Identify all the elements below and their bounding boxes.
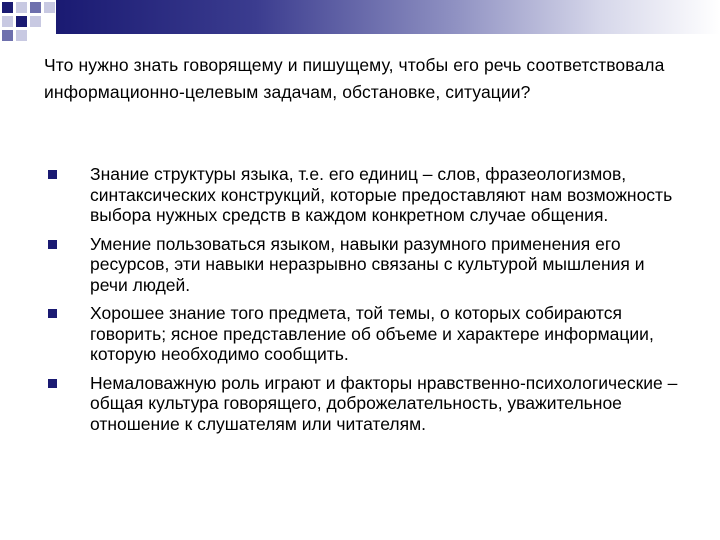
slide-question: Что нужно знать говорящему и пишущему, чтобы его речь соответствовала информационно-целевым задачам, обстановке, ситуации? (44, 55, 665, 102)
list-item (44, 373, 684, 435)
square-bullet-icon (48, 170, 57, 179)
square-decoration (30, 16, 41, 27)
bullet-list (44, 164, 684, 442)
square-bullet-icon (48, 240, 57, 249)
square-decoration (16, 2, 27, 13)
square-decoration (16, 30, 27, 41)
square-decoration (44, 2, 55, 13)
bullet-text: Умение пользоваться языком, навыки разумного применения его ресурсов, эти навыки неразрывно связаны с культурой мышления и речи людей. (90, 233, 645, 295)
square-bullet-icon (48, 309, 57, 318)
header-gradient-band (56, 0, 720, 34)
square-decoration (2, 16, 13, 27)
square-decoration (2, 30, 13, 41)
bullet-text: Немаловажную роль играют и факторы нравственно-психологические – общая культура говорящего, доброжелательность, уважительное отношение к слушателям или читателям. (90, 372, 678, 434)
bullet-text: Знание структуры языка, т.е. его единиц – слов, фразеологизмов, синтаксических конструкций, которые предоставляют нам возможность выбора нужных средств в каждом конкретном случае общения. (90, 164, 673, 225)
bullet-text: Хорошее знание того предмета, той темы, о которых собираются говорить; ясное представление об объеме и характере информации, которую необходимо сообщить. (90, 303, 654, 364)
square-decoration (16, 16, 27, 27)
list-item (44, 303, 684, 365)
list-item (44, 164, 684, 226)
square-decoration (30, 2, 41, 13)
square-decoration (2, 2, 13, 13)
list-item (44, 234, 684, 296)
decorative-squares (0, 0, 56, 56)
square-bullet-icon (48, 379, 57, 388)
